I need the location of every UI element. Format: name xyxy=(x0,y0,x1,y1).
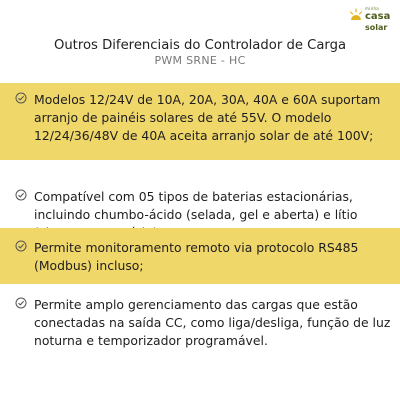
check-circle-icon xyxy=(15,297,27,309)
sun-icon xyxy=(349,8,363,22)
feature-item-batteries xyxy=(0,160,400,228)
feature-item-load-management xyxy=(0,284,400,364)
feature-text: Compatível com 05 tipos de baterias estacionárias, incluindo chumbo-ácido (selada, gel e aberta) e lítio xyxy=(34,189,358,222)
feature-text: Permite monitoramento remoto via protocolo RS485 (Modbus) incluso; xyxy=(34,240,359,273)
check-circle-icon xyxy=(15,92,27,104)
feature-text: Permite amplo gerenciamento das cargas que estão conectadas na saída CC, como liga/desliga, função de luz noturna e temporizador programável. xyxy=(34,297,391,348)
feature-item-monitoring xyxy=(0,228,400,284)
logo-brand-line2: solar xyxy=(365,23,388,32)
feature-text: Modelos 12/24V de 10A, 20A, 30A, 40A e 60A suportam arranjo de painéis solares de até 55V. O modelo 12/24/36/48V de 40A aceita arranjo solar de até 100V; xyxy=(34,92,381,143)
feature-item-voltage xyxy=(0,83,400,160)
page-subtitle: PWM SRNE - HC xyxy=(154,54,246,67)
logo-small-text: minha xyxy=(365,6,380,11)
logo-brand-line1: casa xyxy=(365,11,391,22)
check-circle-icon xyxy=(15,240,27,252)
brand-logo xyxy=(349,6,395,38)
page-title: Outros Diferenciais do Controlador de Carga xyxy=(53,38,347,53)
check-circle-icon xyxy=(15,189,27,201)
